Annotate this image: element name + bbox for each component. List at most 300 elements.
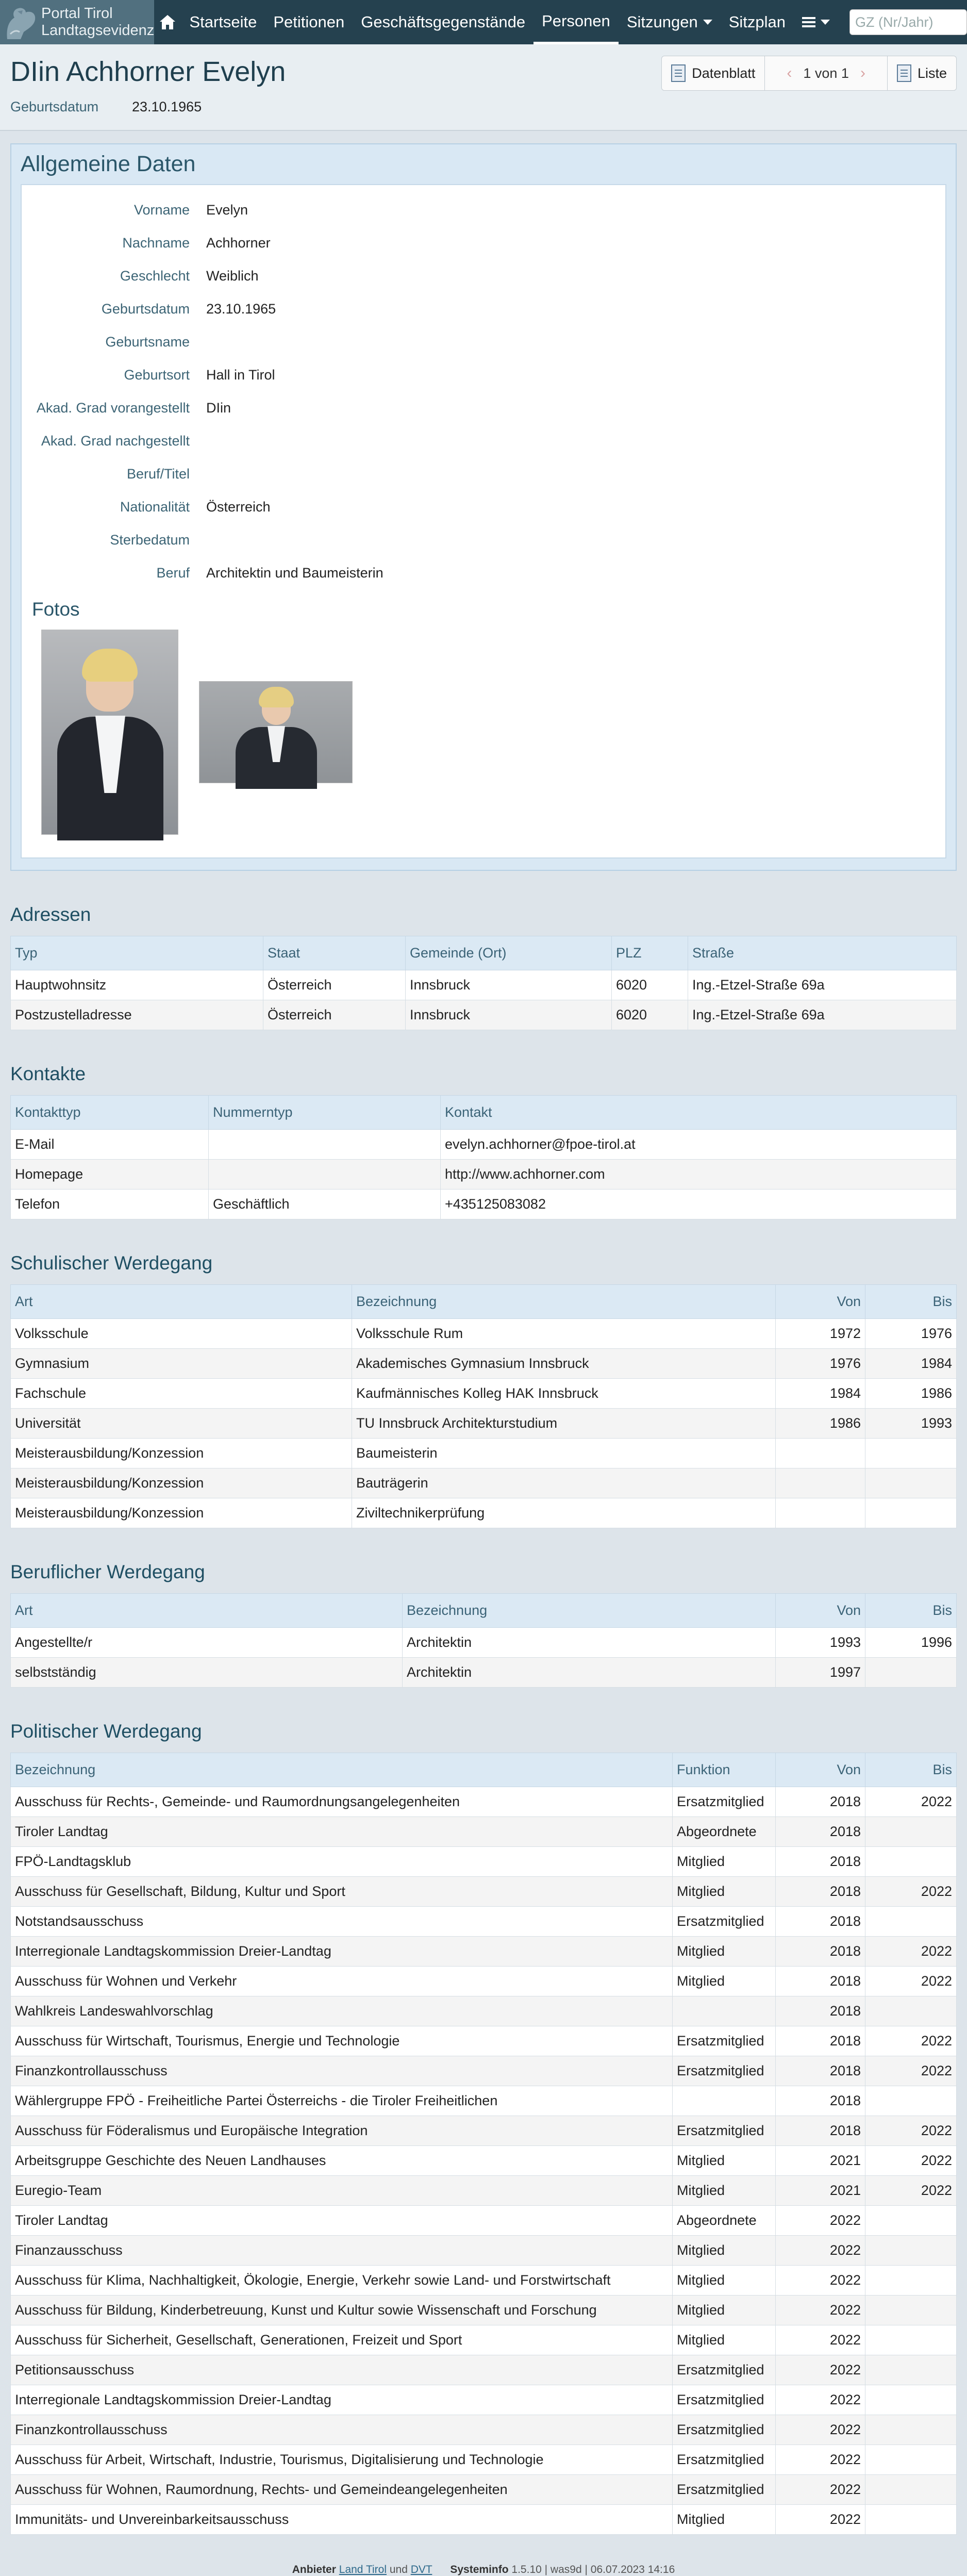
table-cell (865, 1847, 957, 1877)
table-header-row (11, 1594, 957, 1628)
table-cell: Ausschuss für Sicherheit, Gesellschaft, Generationen, Freizeit und Sport (11, 2325, 673, 2355)
data-field-label: Geburtsname (105, 334, 190, 350)
table-cell: 1976 (776, 1349, 865, 1379)
table-cell: Architektin (403, 1658, 776, 1688)
table-cell: 2022 (776, 2236, 865, 2266)
table-cell: Homepage (11, 1160, 209, 1190)
table-cell: 2022 (865, 1937, 957, 1967)
data-field-value: Achhorner (206, 235, 271, 251)
table-cell: Mitglied (673, 2296, 776, 2325)
table-cell: 1972 (776, 1319, 865, 1349)
table-cell: Mitglied (673, 1877, 776, 1907)
table-cell: 1984 (776, 1379, 865, 1409)
table-cell (865, 1468, 957, 1498)
table-cell: Baumeisterin (352, 1439, 776, 1468)
table-cell: Tiroler Landtag (11, 1817, 673, 1847)
table-cell (865, 2206, 957, 2236)
table-row (11, 1817, 957, 1847)
table-cell: Mitglied (673, 2236, 776, 2266)
footer-und: und (389, 2564, 408, 2575)
table-row (11, 2176, 957, 2206)
table-cell: 2022 (865, 2116, 957, 2146)
nav-startseite[interactable]: Startseite (189, 13, 257, 31)
table-cell: 2018 (776, 2056, 865, 2086)
table-cell: 2022 (776, 2385, 865, 2415)
table-row (11, 2086, 957, 2116)
column-header: Von (776, 1753, 865, 1787)
data-field-label: Geburtsdatum (101, 301, 190, 317)
table-cell: 1986 (865, 1379, 957, 1409)
table-cell: Volksschule (11, 1319, 352, 1349)
table-row (11, 1658, 957, 1688)
table-cell: Ziviltechnikerprüfung (352, 1498, 776, 1528)
column-header: PLZ (612, 936, 688, 970)
table-cell (673, 2086, 776, 2116)
table-cell (776, 1498, 865, 1528)
table-cell: Angestellte/r (11, 1628, 403, 1658)
table-cell: 2022 (776, 2475, 865, 2505)
table-cell: 2018 (776, 1877, 865, 1907)
data-field-value: 23.10.1965 (206, 301, 276, 317)
table-row (11, 1937, 957, 1967)
column-header: Staat (263, 936, 406, 970)
page-title: DIin Achhorner Evelyn (10, 56, 286, 87)
table-cell: Telefon (11, 1190, 209, 1219)
header-button-group (661, 56, 957, 91)
table-row (11, 1907, 957, 1937)
data-field-label: Vorname (134, 202, 190, 218)
table-cell: Fachschule (11, 1379, 352, 1409)
table-cell: 2018 (776, 1907, 865, 1937)
portrait-photo-2[interactable] (199, 681, 353, 783)
table-row (11, 1000, 957, 1030)
kontakte-title: Kontakte (10, 1063, 86, 1084)
table-cell: Ausschuss für Föderalismus und Europäische Integration (11, 2116, 673, 2146)
data-field-row (32, 391, 935, 424)
table-row (11, 2236, 957, 2266)
data-field-value: Weiblich (206, 268, 259, 284)
table-cell: 2021 (776, 2146, 865, 2176)
table-cell: 2022 (776, 2266, 865, 2296)
top-navbar (0, 0, 967, 44)
gz-search-input[interactable] (849, 9, 967, 35)
table-cell (776, 1439, 865, 1468)
chevron-left-icon[interactable]: ‹ (787, 64, 792, 81)
datenblatt-label: Datenblatt (692, 65, 756, 81)
allgemeine-daten-body (21, 184, 946, 858)
table-cell: Interregionale Landtagskommission Dreier-Landtag (11, 1937, 673, 1967)
table-row (11, 1628, 957, 1658)
table-cell (776, 1468, 865, 1498)
home-icon[interactable] (154, 0, 181, 44)
table-row (11, 1996, 957, 2026)
pager (765, 56, 887, 91)
table-cell (865, 2296, 957, 2325)
table-cell: Mitglied (673, 2505, 776, 2535)
table-cell: 1996 (865, 1628, 957, 1658)
table-cell: Architektin (403, 1628, 776, 1658)
table-row (11, 1130, 957, 1160)
table-row (11, 1877, 957, 1907)
table-cell: 2018 (776, 1817, 865, 1847)
table-cell (865, 2325, 957, 2355)
table-cell: Geschäftlich (209, 1190, 441, 1219)
table-cell: Tiroler Landtag (11, 2206, 673, 2236)
schulischer-werdegang-title: Schulischer Werdegang (10, 1252, 213, 1274)
table-cell: FPÖ-Landtagsklub (11, 1847, 673, 1877)
table-cell: Ersatzmitglied (673, 2415, 776, 2445)
table-cell: Postzustelladresse (11, 1000, 263, 1030)
hamburger-menu-icon (802, 16, 815, 28)
table-cell: 1986 (776, 1409, 865, 1439)
table-cell (673, 1996, 776, 2026)
table-cell: Mitglied (673, 2266, 776, 2296)
data-field-row (32, 226, 935, 259)
table-cell: 1993 (776, 1628, 865, 1658)
data-field-value: Architektin und Baumeisterin (206, 565, 384, 581)
table-cell (865, 2445, 957, 2475)
table-row (11, 2505, 957, 2535)
nav-sitzungen[interactable] (619, 0, 721, 44)
table-cell: Finanzkontrollausschuss (11, 2415, 673, 2445)
data-field-value: Evelyn (206, 202, 248, 218)
table-cell: Ersatzmitglied (673, 1907, 776, 1937)
data-field-label: Nachname (122, 235, 190, 251)
liste-label: Liste (917, 65, 947, 81)
table-cell: Ausschuss für Wohnen, Raumordnung, Rechts- und Gemeindeangelegenheiten (11, 2475, 673, 2505)
data-field-label: Sterbedatum (110, 532, 190, 548)
table-cell: 2022 (865, 2146, 957, 2176)
table-cell (865, 1658, 957, 1688)
page-header (0, 44, 967, 131)
table-cell: Mitglied (673, 2325, 776, 2355)
table-cell: Ausschuss für Wohnen und Verkehr (11, 1967, 673, 1996)
data-field-row (32, 523, 935, 556)
table-cell: 2021 (776, 2176, 865, 2206)
table-cell: 2018 (776, 1847, 865, 1877)
data-field-label: Akad. Grad vorangestellt (36, 400, 190, 416)
table-cell (865, 1498, 957, 1528)
birthdate-summary (10, 99, 957, 115)
schulischer-werdegang-table (10, 1284, 957, 1528)
column-header: Bis (865, 1594, 957, 1628)
table-cell: 1976 (865, 1319, 957, 1349)
birthdate-label: Geburtsdatum (10, 99, 99, 114)
table-cell: Ersatzmitglied (673, 2026, 776, 2056)
column-header: Von (776, 1285, 865, 1319)
table-cell: Österreich (263, 1000, 406, 1030)
table-cell: E-Mail (11, 1130, 209, 1160)
adressen-table-body (11, 970, 957, 1030)
table-cell: Ersatzmitglied (673, 2385, 776, 2415)
table-row (11, 2475, 957, 2505)
table-cell: TU Innsbruck Architekturstudium (352, 1409, 776, 1439)
column-header: Art (11, 1594, 403, 1628)
data-field-label: Beruf (156, 565, 190, 581)
nav-sitzplan[interactable]: Sitzplan (728, 13, 786, 31)
table-cell: 1997 (776, 1658, 865, 1688)
nav-geschaeftsgegenstaende[interactable]: Geschäftsgegenstände (361, 13, 526, 31)
fotos-title: Fotos (32, 599, 80, 620)
table-cell: Ausschuss für Arbeit, Wirtschaft, Industrie, Tourismus, Digitalisierung und Technologie (11, 2445, 673, 2475)
data-field-label: Geburtsort (124, 367, 190, 383)
data-field-label: Akad. Grad nachgestellt (41, 433, 190, 449)
table-cell: Euregio-Team (11, 2176, 673, 2206)
table-cell: Abgeordnete (673, 1817, 776, 1847)
table-cell: 1984 (865, 1349, 957, 1379)
beruflicher-werdegang-table (10, 1593, 957, 1688)
list-document-icon (897, 64, 911, 82)
table-row (11, 1190, 957, 1219)
table-row (11, 2146, 957, 2176)
table-row (11, 1498, 957, 1528)
data-field-row (32, 292, 935, 325)
beruflicher-werdegang-title: Beruflicher Werdegang (10, 1561, 205, 1582)
table-cell: 2018 (776, 2116, 865, 2146)
data-field-label: Beruf/Titel (126, 466, 190, 482)
kontakte-table-body (11, 1130, 957, 1219)
table-cell: 2018 (776, 2026, 865, 2056)
table-cell: 2022 (776, 2415, 865, 2445)
table-row (11, 1379, 957, 1409)
table-cell: Immunitäts- und Unvereinbarkeitsausschuss (11, 2505, 673, 2535)
table-cell: 2022 (865, 1787, 957, 1817)
table-cell: Gymnasium (11, 1349, 352, 1379)
data-field-value: Österreich (206, 499, 271, 515)
table-cell: Bauträgerin (352, 1468, 776, 1498)
table-cell: Innsbruck (406, 970, 612, 1000)
table-cell: Volksschule Rum (352, 1319, 776, 1349)
table-cell (865, 2266, 957, 2296)
table-cell: Petitionsausschuss (11, 2355, 673, 2385)
table-cell: Kaufmännisches Kolleg HAK Innsbruck (352, 1379, 776, 1409)
footer-link-dvt[interactable]: DVT (410, 2564, 432, 2575)
data-field-value: DIin (206, 400, 231, 416)
chevron-down-icon (821, 20, 830, 25)
table-cell: Abgeordnete (673, 2206, 776, 2236)
table-cell: Ausschuss für Rechts-, Gemeinde- und Raumordnungsangelegenheiten (11, 1787, 673, 1817)
table-cell: Mitglied (673, 2146, 776, 2176)
table-row (11, 1847, 957, 1877)
table-row (11, 2266, 957, 2296)
pager-label: 1 von 1 (803, 65, 849, 81)
table-cell: Ausschuss für Bildung, Kinderbetreuung, Kunst und Kultur sowie Wissenschaft und Forschung (11, 2296, 673, 2325)
kontakte-table (10, 1095, 957, 1219)
table-cell: Ing.-Etzel-Straße 69a (688, 1000, 957, 1030)
table-cell: 2022 (776, 2355, 865, 2385)
table-cell: Ausschuss für Wirtschaft, Tourismus, Energie und Technologie (11, 2026, 673, 2056)
brand-text (41, 5, 154, 39)
table-row (11, 2116, 957, 2146)
table-cell: 2022 (865, 1877, 957, 1907)
table-row (11, 2385, 957, 2415)
column-header: Bezeichnung (11, 1753, 673, 1787)
column-header: Nummerntyp (209, 1096, 441, 1130)
brand-line2: Landtagsevidenz (41, 22, 155, 39)
table-cell: Mitglied (673, 2176, 776, 2206)
table-row (11, 2296, 957, 2325)
table-cell: Notstandsausschuss (11, 1907, 673, 1937)
column-header: Bis (865, 1753, 957, 1787)
portrait-photo-1[interactable] (41, 630, 178, 835)
table-cell: 2022 (776, 2445, 865, 2475)
table-cell: Mitglied (673, 1967, 776, 1996)
table-cell: 2018 (776, 1937, 865, 1967)
table-row (11, 2355, 957, 2385)
column-header: Art (11, 1285, 352, 1319)
brand-line1: Portal Tirol (41, 5, 113, 22)
datenblatt-button[interactable] (661, 56, 765, 91)
nav-petitionen[interactable]: Petitionen (273, 13, 345, 31)
footer-link-land-tirol[interactable]: Land Tirol (339, 2564, 387, 2575)
data-field-value: Hall in Tirol (206, 367, 275, 383)
table-row (11, 1409, 957, 1439)
nav-sitzungen-label: Sitzungen (626, 13, 698, 31)
schulischer-werdegang-table-body (11, 1319, 957, 1528)
column-header: Typ (11, 936, 263, 970)
table-cell: Ausschuss für Gesellschaft, Bildung, Kultur und Sport (11, 1877, 673, 1907)
table-cell (865, 1996, 957, 2026)
chevron-right-icon[interactable]: › (860, 64, 865, 81)
table-cell: Universität (11, 1409, 352, 1439)
table-row (11, 2445, 957, 2475)
table-row (11, 1439, 957, 1468)
table-cell: Ersatzmitglied (673, 2056, 776, 2086)
table-cell: Ersatzmitglied (673, 2355, 776, 2385)
table-cell (209, 1130, 441, 1160)
table-cell (865, 2385, 957, 2415)
table-cell: 2022 (776, 2505, 865, 2535)
table-cell: 6020 (612, 970, 688, 1000)
table-cell: Ausschuss für Klima, Nachhaltigkeit, Ökologie, Energie, Verkehr sowie Land- und Forstwirtschaft (11, 2266, 673, 2296)
table-cell: Wählergruppe FPÖ - Freiheitliche Partei Österreichs - die Tiroler Freiheitlichen (11, 2086, 673, 2116)
tirol-eagle-logo-icon (3, 3, 39, 41)
table-cell: Ersatzmitglied (673, 2116, 776, 2146)
table-cell: 2022 (865, 1967, 957, 1996)
fotos-gallery (32, 630, 935, 835)
liste-button[interactable] (887, 56, 957, 91)
column-header: Straße (688, 936, 957, 970)
data-field-row (32, 259, 935, 292)
table-cell: 2022 (865, 2056, 957, 2086)
chevron-down-icon (703, 20, 712, 25)
allgemeine-daten-title: Allgemeine Daten (21, 152, 196, 176)
politischer-werdegang-table (10, 1753, 957, 2535)
table-cell: 1993 (865, 1409, 957, 1439)
data-field-row (32, 490, 935, 523)
table-cell (865, 2355, 957, 2385)
data-field-label: Geschlecht (120, 268, 190, 284)
data-field-row (32, 424, 935, 457)
table-cell: 2022 (776, 2296, 865, 2325)
data-field-row (32, 325, 935, 358)
table-cell: 2018 (776, 1787, 865, 1817)
footer-sysinfo-value: 1.5.10 | was9d | 06.07.2023 14:16 (511, 2564, 675, 2575)
table-cell: 2022 (776, 2206, 865, 2236)
column-header: Gemeinde (Ort) (406, 936, 612, 970)
table-header-row (11, 936, 957, 970)
table-cell: 6020 (612, 1000, 688, 1030)
table-cell: 2022 (865, 2026, 957, 2056)
table-row (11, 1967, 957, 1996)
table-cell: evelyn.achhorner@fpoe-tirol.at (441, 1130, 957, 1160)
column-header: Kontakttyp (11, 1096, 209, 1130)
table-cell: Mitglied (673, 1847, 776, 1877)
document-icon (671, 64, 686, 82)
table-cell: 2018 (776, 1967, 865, 1996)
table-cell (865, 2415, 957, 2445)
table-cell: Mitglied (673, 1937, 776, 1967)
table-cell: Akademisches Gymnasium Innsbruck (352, 1349, 776, 1379)
table-row (11, 1787, 957, 1817)
table-cell: Hauptwohnsitz (11, 970, 263, 1000)
table-cell (865, 2086, 957, 2116)
table-cell: Finanzkontrollausschuss (11, 2056, 673, 2086)
nav-more-menu[interactable] (794, 0, 838, 44)
table-cell: +435125083082 (441, 1190, 957, 1219)
footer-anbieter-label: Anbieter (292, 2564, 336, 2575)
personal-data-list (32, 193, 935, 589)
table-cell: 2018 (776, 1996, 865, 2026)
column-header: Von (776, 1594, 865, 1628)
politischer-werdegang-title: Politischer Werdegang (10, 1721, 202, 1742)
table-cell: Meisterausbildung/Konzession (11, 1468, 352, 1498)
table-cell: Interregionale Landtagskommission Dreier-Landtag (11, 2385, 673, 2415)
data-field-label: Nationalität (120, 499, 190, 515)
column-header: Bezeichnung (352, 1285, 776, 1319)
table-header-row (11, 1096, 957, 1130)
beruflicher-werdegang-table-body (11, 1628, 957, 1688)
table-row (11, 2026, 957, 2056)
table-cell (865, 1817, 957, 1847)
table-cell: selbstständig (11, 1658, 403, 1688)
column-header: Funktion (673, 1753, 776, 1787)
table-cell: Meisterausbildung/Konzession (11, 1439, 352, 1468)
table-cell (865, 2505, 957, 2535)
table-header-row (11, 1753, 957, 1787)
data-field-row (32, 358, 935, 391)
table-row (11, 970, 957, 1000)
table-cell: Österreich (263, 970, 406, 1000)
brand-logo-link[interactable] (0, 0, 154, 44)
adressen-title: Adressen (10, 904, 91, 925)
nav-personen[interactable]: Personen (533, 0, 619, 44)
birthdate-value: 23.10.1965 (132, 99, 202, 114)
table-row (11, 2206, 957, 2236)
table-row (11, 1468, 957, 1498)
politischer-werdegang-table-body (11, 1787, 957, 2535)
table-cell: http://www.achhorner.com (441, 1160, 957, 1190)
table-cell: Finanzausschuss (11, 2236, 673, 2266)
table-cell: 2022 (865, 2176, 957, 2206)
table-header-row (11, 1285, 957, 1319)
table-cell: Ing.-Etzel-Straße 69a (688, 970, 957, 1000)
table-cell (865, 1907, 957, 1937)
table-row (11, 1160, 957, 1190)
table-cell: Meisterausbildung/Konzession (11, 1498, 352, 1528)
table-cell: Arbeitsgruppe Geschichte des Neuen Landhauses (11, 2146, 673, 2176)
table-cell (865, 1439, 957, 1468)
page-footer (10, 2564, 957, 2576)
table-row (11, 2056, 957, 2086)
table-row (11, 1349, 957, 1379)
table-cell (865, 2475, 957, 2505)
column-header: Kontakt (441, 1096, 957, 1130)
column-header: Bis (865, 1285, 957, 1319)
main-content (0, 143, 967, 2576)
table-row (11, 2325, 957, 2355)
table-cell (865, 2236, 957, 2266)
